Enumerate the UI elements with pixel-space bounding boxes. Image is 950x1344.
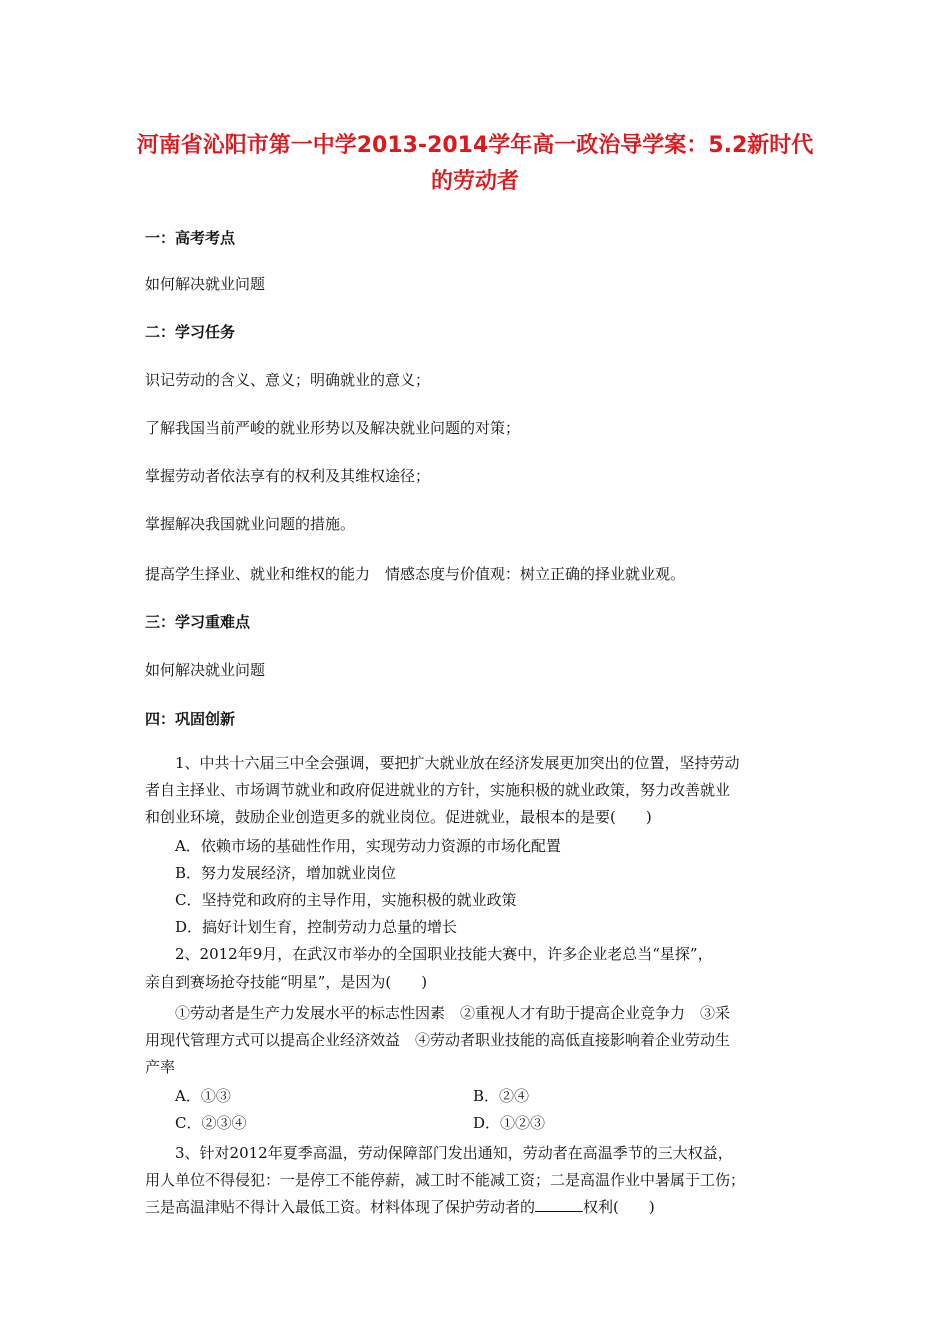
q3-stem-last-line	[145, 1197, 655, 1217]
q3-stem-line: 用人单位不得侵犯：一是停工不能停薪，减工时不能减工资；二是高温作业中暑属于工伤；	[145, 1171, 746, 1189]
q2-option-b: B．②④	[473, 1087, 530, 1105]
answer-blank	[535, 1197, 583, 1212]
task-item: 掌握解决我国就业问题的措施。	[145, 515, 356, 533]
q2-stem-line: ①劳动者是生产力发展水平的标志性因素 ②重视人才有助于提高企业竞争力 ③采	[175, 1004, 731, 1022]
q1-stem-line: 和创业环境，鼓励企业创造更多的就业岗位。促进就业，最根本的是要( )	[145, 808, 652, 826]
q2-option-c: C．②③④	[175, 1114, 247, 1132]
q2-option-a: A．①③	[175, 1087, 231, 1105]
section-1-heading: 一：高考考点	[145, 229, 236, 247]
q1-option-a: A．依赖市场的基础性作用，实现劳动力资源的市场化配置	[175, 837, 561, 855]
task-item: 掌握劳动者依法享有的权利及其维权途径；	[145, 467, 431, 485]
title-line-1: 河南省沁阳市第一中学2013-2014学年高一政治导学案：5.2新时代	[136, 133, 814, 158]
task-item: 了解我国当前严峻的就业形势以及解决就业问题的对策；	[145, 419, 521, 437]
section-4-heading: 四：巩固创新	[145, 710, 236, 728]
section-3-text: 如何解决就业问题	[145, 661, 266, 679]
section-1-text: 如何解决就业问题	[145, 275, 266, 293]
task-item: 识记劳动的含义、意义；明确就业的意义；	[145, 371, 431, 389]
q2-stem-line: 产率	[145, 1058, 176, 1076]
title-line-2: 的劳动者	[430, 169, 519, 194]
q2-option-d: D．①②③	[473, 1114, 546, 1132]
section-2-heading: 二：学习任务	[145, 323, 236, 341]
task-item: 提高学生择业、就业和维权的能力 情感态度与价值观：树立正确的择业就业观。	[145, 565, 686, 583]
q1-option-c: C．坚持党和政府的主导作用，实施积极的就业政策	[175, 891, 517, 909]
section-3-heading: 三：学习重难点	[145, 613, 251, 631]
q1-option-b: B．努力发展经济，增加就业岗位	[175, 864, 397, 882]
q2-stem-line: 2、2012年9月，在武汉市举办的全国职业技能大赛中，许多企业老总当“星探”，	[175, 945, 713, 963]
q1-option-d: D．搞好计划生育，控制劳动力总量的增长	[175, 918, 458, 936]
q2-stem-line: 亲自到赛场抢夺技能“明星”，是因为( )	[145, 973, 428, 991]
q3-stem-line: 3、针对2012年夏季高温，劳动保障部门发出通知，劳动者在高温季节的三大权益，	[175, 1144, 733, 1162]
q1-stem-line: 者自主择业、市场调节就业和政府促进就业的方针，实施积极的就业政策，努力改善就业	[145, 781, 731, 799]
q3-text-before-blank: 三是高温津贴不得计入最低工资。材料体现了保护劳动者的	[145, 1198, 536, 1216]
q1-stem-line: 1、中共十六届三中全会强调，要把扩大就业放在经济发展更加突出的位置，坚持劳动	[175, 754, 740, 772]
q2-stem-line: 用现代管理方式可以提高企业经济效益 ④劳动者职业技能的高低直接影响着企业劳动生	[145, 1031, 731, 1049]
document-title	[130, 128, 820, 200]
q3-text-after-blank: 权利( )	[583, 1198, 655, 1216]
